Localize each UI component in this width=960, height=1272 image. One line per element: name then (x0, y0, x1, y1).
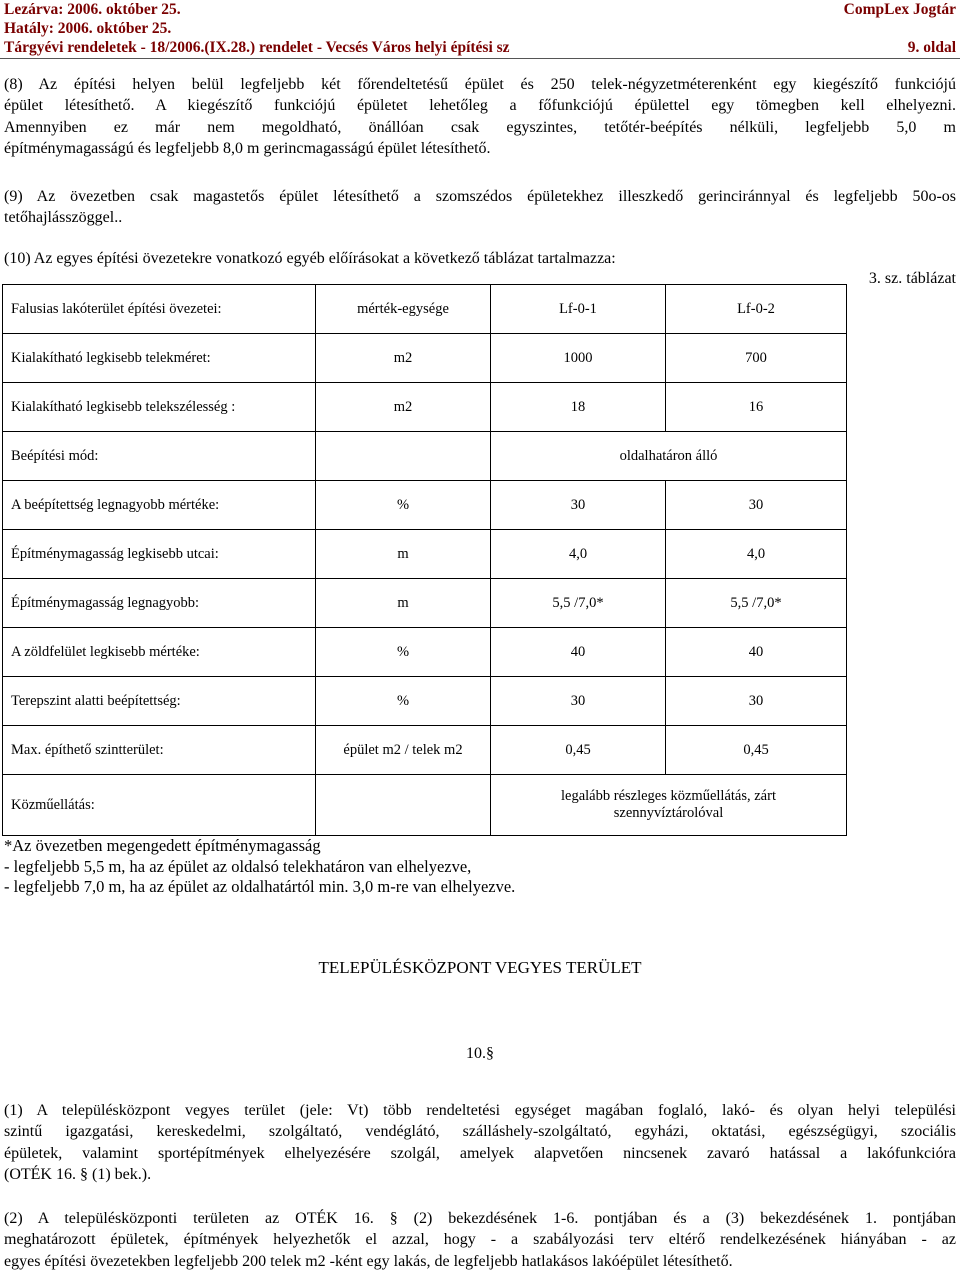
paragraph-line: építménymagasságú és legfeljebb 8,0 m gerincmagasságú épület létesíthető. (4, 139, 491, 157)
table-cell: épület m2 / telek m2 (316, 726, 491, 775)
table-row (3, 628, 847, 677)
paragraph-line: Amennyiben ez már nem megoldható, önállóan csak egyszintes, tetőtér-beépítés nélküli, legfeljebb 5,0 m (4, 118, 956, 136)
paragraph-line: (OTÉK 16. § (1) bek.). (4, 1165, 152, 1183)
zoning-rules-table (2, 284, 847, 836)
table-cell (316, 775, 491, 836)
section-paragraph-2 (4, 1208, 956, 1272)
header-divider (0, 58, 960, 59)
footnote-line: - legfeljebb 5,5 m, ha az épület az oldalsó telekhatáron van elhelyezve, (4, 856, 472, 876)
document-title: Tárgyévi rendeletek - 18/2006.(IX.28.) rendelet - Vecsés Város helyi építési sz (4, 39, 510, 56)
paragraph-line: meghatározott épületek, építmények helyezhetők el azzal, hogy - a szabályozási terv eltérő rendelkezésének hiányában - az (4, 1231, 956, 1249)
table-cell: Építménymagasság legkisebb utcai: (3, 530, 316, 579)
paragraph-line: (2) A településközponti területen az OTÉK 16. § (2) bekezdésének 1-6. pontjában és a (3) bekezdésének 1. pontjában (4, 1210, 956, 1227)
footnote-line: *Az övezetben megengedett építménymagasság (4, 836, 321, 855)
table-header-row (3, 285, 847, 334)
table-row (3, 481, 847, 530)
table-cell: 18 (491, 383, 666, 432)
table-row (3, 579, 847, 628)
table-cell: m (316, 530, 491, 579)
table-row (3, 677, 847, 726)
table-cell: 4,0 (666, 530, 847, 579)
table-cell: m2 (316, 383, 491, 432)
effective-date: Hatály: 2006. október 25. (4, 20, 172, 37)
publisher-name: CompLex Jogtár (843, 1, 956, 18)
table-row (3, 726, 847, 775)
table-cell: Beépítési mód: (3, 432, 316, 481)
table-cell: 30 (491, 677, 666, 726)
header-cell: Lf-0-1 (491, 285, 666, 334)
table-cell: Kialakítható legkisebb telekméret: (3, 334, 316, 383)
page-header (0, 0, 960, 57)
table-cell: Max. építhető szintterület: (3, 726, 316, 775)
table-cell: Kialakítható legkisebb telekszélesség : (3, 383, 316, 432)
paragraph-8 (4, 74, 956, 159)
table-cell: 30 (666, 481, 847, 530)
section-paragraph-1 (4, 1100, 956, 1185)
section-number: 10.§ (466, 1045, 494, 1062)
table-cell-merged: oldalhatáron álló (491, 432, 847, 481)
table-row (3, 530, 847, 579)
table-cell: 1000 (491, 334, 666, 383)
table-cell: % (316, 677, 491, 726)
table-row (3, 383, 847, 432)
paragraph-line: épület létesíthető. A kiegészítő funkciójú épületet lehetőleg a főfunkciójú épülettel egy tömegben kell elhelyezni. (4, 97, 956, 115)
paragraph-9 (4, 186, 956, 229)
table-row (3, 432, 847, 481)
table-cell: 4,0 (491, 530, 666, 579)
table-cell: Építménymagasság legnagyobb: (3, 579, 316, 628)
paragraph-line: (1) A településközpont vegyes terület (jele: Vt) több rendeltetési egységet magában foglaló, lakó- és olyan helyi települési (4, 1102, 956, 1119)
table-cell: 30 (491, 481, 666, 530)
table-cell: % (316, 481, 491, 530)
table-cell: 700 (666, 334, 847, 383)
table-caption: 3. sz. táblázat (868, 270, 956, 287)
table-cell: 0,45 (491, 726, 666, 775)
table-cell: m2 (316, 334, 491, 383)
table-cell: % (316, 628, 491, 677)
table-cell: 16 (666, 383, 847, 432)
table-cell: A zöldfelület legkisebb mértéke: (3, 628, 316, 677)
paragraph-10: (10) Az egyes építési övezetekre vonatkozó egyéb előírásokat a következő táblázat tartalmazza: (4, 250, 616, 267)
table-cell: Terepszint alatti beépítettség: (3, 677, 316, 726)
closing-date: Lezárva: 2006. október 25. (4, 1, 181, 18)
table-row (3, 334, 847, 383)
table-cell: 40 (491, 628, 666, 677)
footnote-line: - legfeljebb 7,0 m, ha az épület az oldalhatártól min. 3,0 m-re van elhelyezve. (4, 877, 516, 896)
table-cell-merged: legalább részleges közműellátás, zárt szennyvíztárolóval (491, 775, 847, 836)
table-cell: Közműellátás: (3, 775, 316, 836)
paragraph-line: tetőhajlásszöggel.. (4, 209, 123, 227)
page-number: 9. oldal (907, 39, 956, 56)
table-cell (316, 432, 491, 481)
table-cell: m (316, 579, 491, 628)
table-cell: 5,5 /7,0* (491, 579, 666, 628)
table-row (3, 775, 847, 836)
height-footnote (4, 836, 515, 898)
paragraph-line: épületek, valamint sportépítmények elhelyezésére szolgál, amelyek alapvetően nincsenek zavaró hatással a lakófunkcióra (4, 1144, 956, 1162)
table-cell: 30 (666, 677, 847, 726)
paragraph-line: szintű igazgatási, kereskedelmi, szolgáltató, vendéglátó, szálláshely-szolgáltató, egyházi, oktatási, egészségügyi, szociális (4, 1123, 956, 1141)
header-cell: Lf-0-2 (666, 285, 847, 334)
table-cell: 40 (666, 628, 847, 677)
table-cell: 0,45 (666, 726, 847, 775)
table-cell: 5,5 /7,0* (666, 579, 847, 628)
paragraph-line: egyes építési övezetekben legfeljebb 200 telek m2 -ként egy lakás, de legfeljebb hatlakásos lakóépület létesíthető. (4, 1252, 733, 1270)
section-title: TELEPÜLÉSKÖZPONT VEGYES TERÜLET (318, 958, 642, 977)
header-cell: mérték-egysége (316, 285, 491, 334)
paragraph-line: (9) Az övezetben csak magastetős épület létesíthető a szomszédos épületekhez illeszkedő gerinciránnyal és legfeljebb 50o-os (4, 188, 956, 205)
paragraph-line: (8) Az építési helyen belül legfeljebb két főrendeltetésű épület és 250 telek-négyzetméterenként egy kiegészítő funkciójú (4, 76, 956, 93)
table-cell: A beépítettség legnagyobb mértéke: (3, 481, 316, 530)
header-cell: Falusias lakóterület építési övezetei: (3, 285, 316, 334)
